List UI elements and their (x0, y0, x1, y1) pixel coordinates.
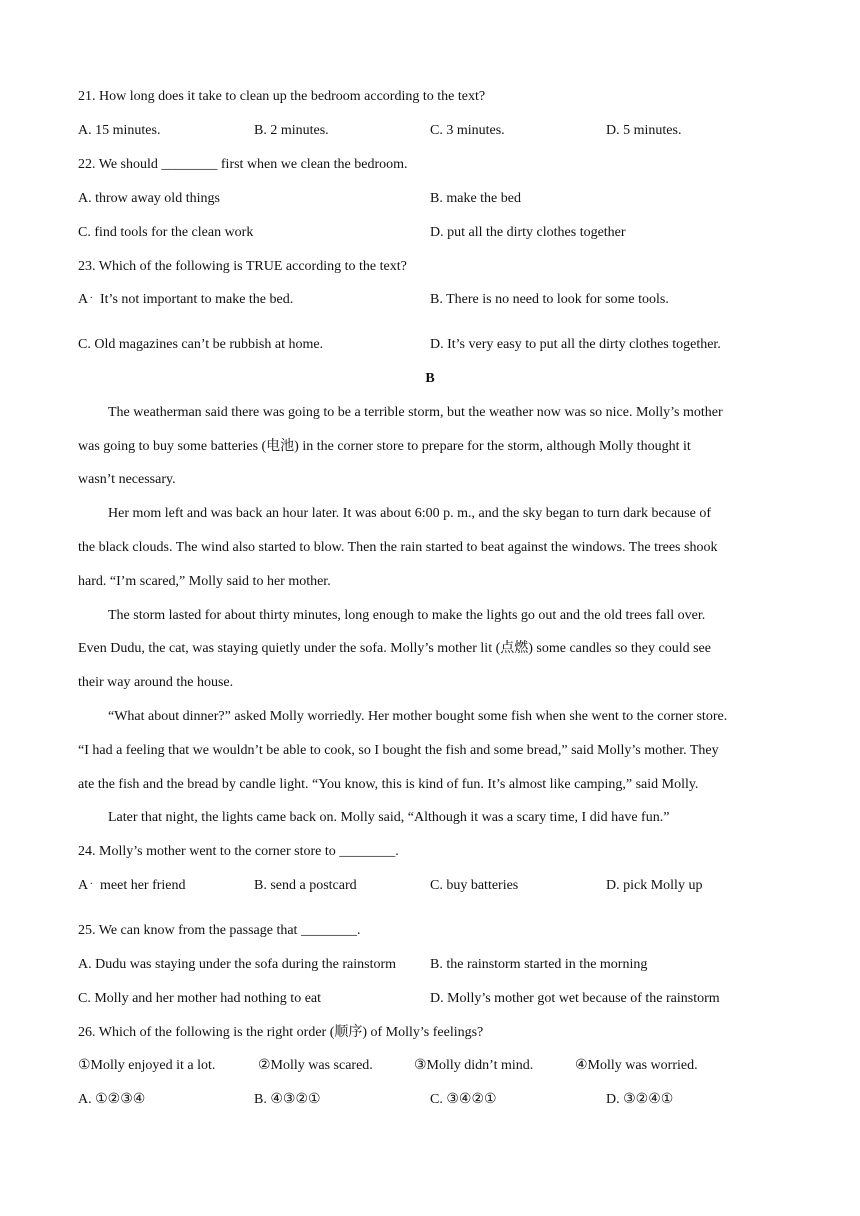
option-24-a-letter: A (78, 878, 89, 893)
passage-line: Her mom left and was back an hour later. It was about 6:00 p. m., and the sky began to turn dark because of (108, 506, 711, 521)
question-22: 22. We should ________ first when we clean the bedroom. (78, 157, 408, 172)
passage-line: ate the fish and the bread by candle light. “You know, this is kind of fun. It’s almost like camping,” said Molly. (78, 777, 699, 792)
option-23-a-letter: A (78, 292, 89, 307)
question-22-options-ab (78, 190, 782, 208)
option-22-c: C. find tools for the clean work (78, 225, 254, 240)
option-25-b: B. the rainstorm started in the morning (430, 957, 648, 972)
passage-line: Later that night, the lights came back on. Molly said, “Although it was a scary time, I did have fun.” (108, 810, 670, 825)
option-24-a-text: meet her friend (100, 878, 186, 893)
question-23-options-cd (78, 336, 782, 354)
question-24: 24. Molly’s mother went to the corner store to ________. (78, 844, 399, 859)
question-22-options-cd (78, 224, 782, 242)
option-21-d: D. 5 minutes. (606, 123, 682, 138)
feeling-2: ②Molly was scared. (258, 1058, 373, 1073)
question-26-feelings (78, 1057, 782, 1075)
question-21: 21. How long does it take to clean up the bedroom according to the text? (78, 89, 486, 104)
option-23-a-dot: . (90, 290, 93, 301)
passage-line: The weatherman said there was going to be a terrible storm, but the weather now was so nice. Molly’s mother (108, 405, 723, 420)
passage-line: “What about dinner?” asked Molly worriedly. Her mother bought some fish when she went to the corner store. (108, 709, 728, 724)
option-23-b: B. There is no need to look for some tools. (430, 292, 669, 307)
option-24-d: D. pick Molly up (606, 878, 703, 893)
passage-line: Even Dudu, the cat, was staying quietly under the sofa. Molly’s mother lit (点燃) some candles so they could see (78, 641, 711, 656)
question-26-options (78, 1091, 782, 1109)
option-25-c: C. Molly and her mother had nothing to eat (78, 991, 322, 1006)
feeling-1: ①Molly enjoyed it a lot. (78, 1058, 216, 1073)
passage-line: the black clouds. The wind also started to blow. Then the rain started to beat against the windows. The trees shook (78, 540, 718, 555)
option-26-c: C. ③④②① (430, 1092, 497, 1107)
option-26-d: D. ③②④① (606, 1092, 674, 1107)
option-21-c: C. 3 minutes. (430, 123, 505, 138)
passage-line: “I had a feeling that we wouldn’t be able to cook, so I bought the fish and some bread,” said Molly’s mother. They (78, 743, 719, 758)
option-22-a: A. throw away old things (78, 191, 220, 206)
question-25: 25. We can know from the passage that ________. (78, 923, 361, 938)
option-25-a: A. Dudu was staying under the sofa during the rainstorm (78, 957, 397, 972)
option-22-b: B. make the bed (430, 191, 521, 206)
option-26-a: A. ①②③④ (78, 1092, 146, 1107)
question-24-options (78, 877, 782, 895)
passage-line: The storm lasted for about thirty minutes, long enough to make the lights go out and the old trees fall over. (108, 608, 706, 623)
option-24-a-dot: . (90, 876, 93, 887)
option-23-d: D. It’s very easy to put all the dirty clothes together. (430, 337, 721, 352)
feeling-3: ③Molly didn’t mind. (414, 1058, 534, 1073)
option-23-c: C. Old magazines can’t be rubbish at home. (78, 337, 324, 352)
passage-line: their way around the house. (78, 675, 234, 690)
passage-line: hard. “I’m scared,” Molly said to her mother. (78, 574, 331, 589)
option-23-a-text: It’s not important to make the bed. (100, 292, 294, 307)
option-21-a: A. 15 minutes. (78, 123, 161, 138)
option-24-b: B. send a postcard (254, 878, 357, 893)
section-b-heading: B (425, 371, 435, 386)
question-26: 26. Which of the following is the right order (顺序) of Molly’s feelings? (78, 1025, 484, 1040)
option-24-c: C. buy batteries (430, 878, 519, 893)
question-21-options (78, 122, 782, 140)
option-25-d: D. Molly’s mother got wet because of the rainstorm (430, 991, 720, 1006)
question-23: 23. Which of the following is TRUE according to the text? (78, 259, 407, 274)
question-25-options-cd (78, 990, 782, 1008)
question-23-options-ab (78, 291, 782, 309)
passage-line: wasn’t necessary. (78, 472, 176, 487)
option-22-d: D. put all the dirty clothes together (430, 225, 626, 240)
option-26-b: B. ④③②① (254, 1092, 321, 1107)
question-25-options-ab (78, 956, 782, 974)
option-21-b: B. 2 minutes. (254, 123, 329, 138)
feeling-4: ④Molly was worried. (575, 1058, 698, 1073)
passage-line: was going to buy some batteries (电池) in the corner store to prepare for the storm, although Molly thought it (78, 439, 691, 454)
